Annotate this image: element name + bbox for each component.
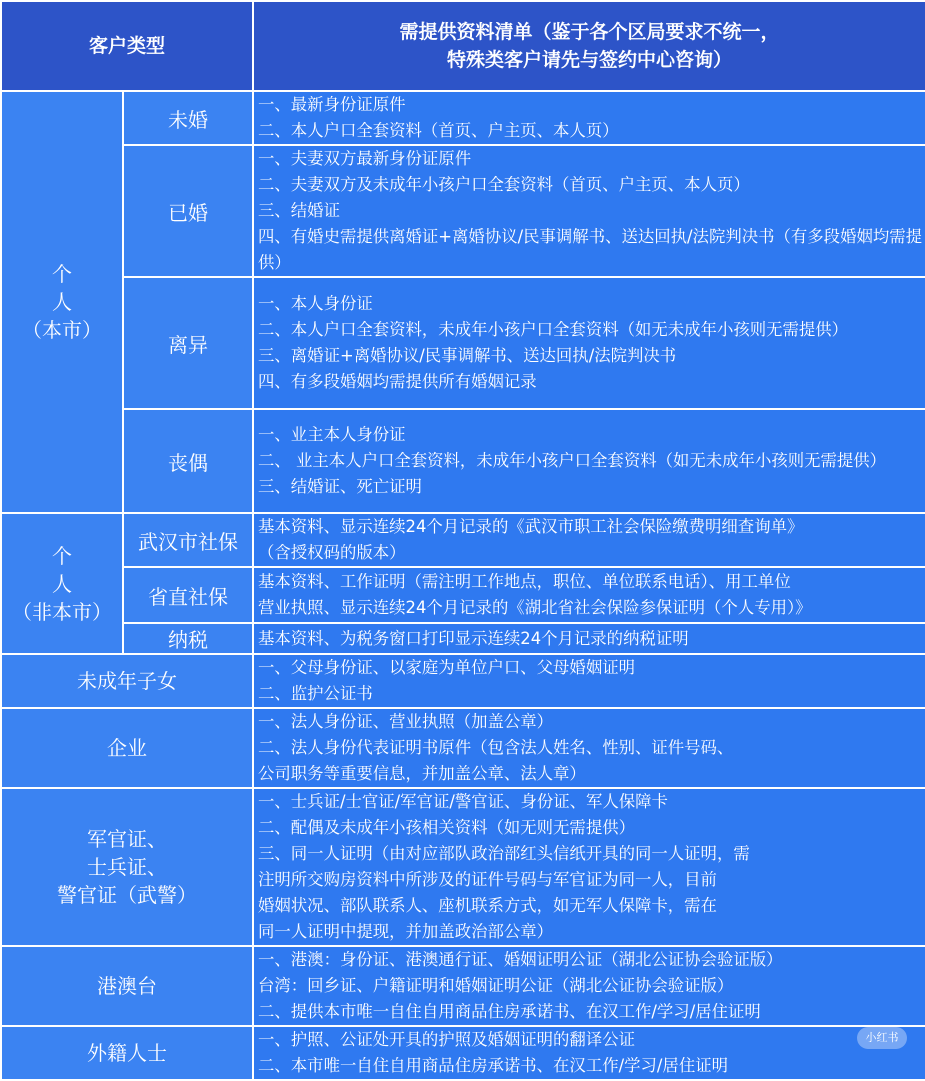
label-unmarried: 未婚 [123, 91, 253, 145]
label-divorced: 离异 [123, 277, 253, 409]
label-enterprise: 企业 [1, 708, 253, 788]
content-unmarried: 一、最新身份证原件 二、本人户口全套资料（首页、户主页、本人页） [253, 91, 925, 145]
content-foreign: 一、护照、公证处开具的护照及婚姻证明的翻译公证 二、本市唯一自住自用商品住房承诺书、在汉工作/学习/居住证明 [253, 1026, 925, 1080]
content-hk-macau-taiwan: 一、港澳：身份证、港澳通行证、婚姻证明公证（湖北公证协会验证版） 台湾：回乡证、户籍证明和婚姻证明公证（湖北公证协会验证版） 二、提供本市唯一自住自用商品住房承诺书、在汉工作/学习/居住证明 [253, 946, 925, 1026]
label-hk-macau-taiwan: 港澳台 [1, 946, 253, 1026]
row-widowed [1, 409, 925, 513]
content-tax: 基本资料、为税务窗口打印显示连续24个月记录的纳税证明 [253, 623, 925, 654]
row-unmarried [1, 91, 925, 145]
content-minor: 一、父母身份证、以家庭为单位户口、父母婚姻证明 二、监护公证书 [253, 654, 925, 708]
label-married: 已婚 [123, 145, 253, 277]
content-wuhan-social-security: 基本资料、显示连续24个月记录的《武汉市职工社会保险缴费明细查询单》 （含授权码的版本） [253, 513, 925, 567]
header-row [1, 1, 925, 91]
label-widowed: 丧偶 [123, 409, 253, 513]
label-minor: 未成年子女 [1, 654, 253, 708]
label-provincial-social-security: 省直社保 [123, 567, 253, 623]
label-military: 军官证、 士兵证、 警官证（武警） [1, 788, 253, 946]
row-wuhan-social-security [1, 513, 925, 567]
watermark: 小红书 [857, 1027, 907, 1049]
category-local-individual: 个 人 （本市） [1, 91, 123, 513]
content-divorced: 一、本人身份证 二、本人户口全套资料，未成年小孩户口全套资料（如无未成年小孩则无需提供） 三、离婚证+离婚协议/民事调解书、送达回执/法院判决书 四、有多段婚姻均需提供所有婚姻记录 [253, 277, 925, 409]
label-foreign: 外籍人士 [1, 1026, 253, 1080]
content-widowed: 一、业主本人身份证 二、 业主本人户口全套资料，未成年小孩户口全套资料（如无未成年小孩则无需提供） 三、结婚证、死亡证明 [253, 409, 925, 513]
row-minor [1, 654, 925, 708]
row-tax [1, 623, 925, 654]
row-enterprise [1, 708, 925, 788]
content-married: 一、夫妻双方最新身份证原件 二、夫妻双方及未成年小孩户口全套资料（首页、户主页、本人页） 三、结婚证 四、有婚史需提供离婚证+离婚协议/民事调解书、送达回执/法院判决书（有多段婚姻均需提供） [253, 145, 925, 277]
content-enterprise: 一、法人身份证、营业执照（加盖公章） 二、法人身份代表证明书原件（包含法人姓名、性别、证件号码、 公司职务等重要信息，并加盖公章、法人章） [253, 708, 925, 788]
row-foreign [1, 1026, 925, 1080]
header-document-list: 需提供资料清单（鉴于各个区局要求不统一， 特殊类客户请先与签约中心咨询） [253, 1, 925, 91]
label-tax: 纳税 [123, 623, 253, 654]
row-married [1, 145, 925, 277]
category-nonlocal-individual: 个 人 （非本市） [1, 513, 123, 654]
header-customer-type: 客户类型 [1, 1, 253, 91]
label-wuhan-social-security: 武汉市社保 [123, 513, 253, 567]
content-military: 一、士兵证/士官证/军官证/警官证、身份证、军人保障卡 二、配偶及未成年小孩相关资料（如无则无需提供） 三、同一人证明（由对应部队政治部红头信纸开具的同一人证明，需 注明所交购房资料中所涉及的证件号码与军官证为同一人，目前 婚姻状况、部队联系人、座机联系方式，如无军人保障卡，需在 同一人证明中提现，并加盖政治部公章） [253, 788, 925, 946]
content-provincial-social-security: 基本资料、工作证明（需注明工作地点，职位、单位联系电话）、用工单位 营业执照、显示连续24个月记录的《湖北省社会保险参保证明（个人专用）》 [253, 567, 925, 623]
row-hk-macau-taiwan [1, 946, 925, 1026]
row-military [1, 788, 925, 946]
row-divorced [1, 277, 925, 409]
row-provincial-social-security [1, 567, 925, 623]
